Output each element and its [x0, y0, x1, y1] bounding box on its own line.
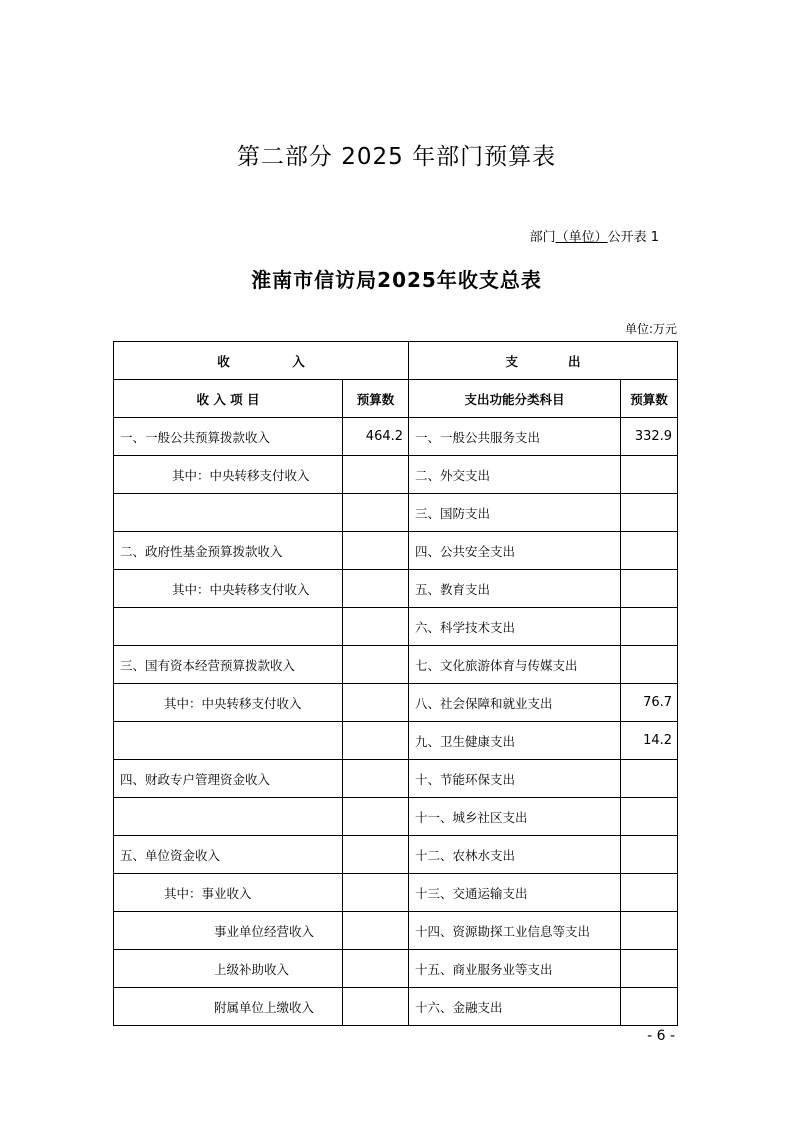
form-number-prefix: 部门: [529, 230, 556, 245]
table-row: [114, 836, 678, 874]
expense-item: 五、教育支出: [409, 570, 621, 608]
income-value: [343, 532, 409, 570]
table-row: [114, 798, 678, 836]
expense-value: [621, 646, 678, 684]
income-item: 二、政府性基金预算拨款收入: [114, 532, 343, 570]
table-row: [114, 950, 678, 988]
income-item: 事业单位经营收入: [114, 912, 343, 950]
table-row: [114, 912, 678, 950]
expense-value: 14.2: [621, 722, 678, 760]
table-row: [114, 722, 678, 760]
expense-item: 八、社会保障和就业支出: [409, 684, 621, 722]
expense-value: 76.7: [621, 684, 678, 722]
income-item-header: 收 入 项 目: [114, 380, 343, 418]
part-title: 第二部分 2025 年部门预算表: [236, 144, 557, 170]
income-value: [343, 874, 409, 912]
income-item: 其中：事业收入: [114, 874, 343, 912]
form-number: [530, 226, 659, 245]
expense-value: [621, 950, 678, 988]
expense-item: 十四、资源勘探工业信息等支出: [409, 912, 621, 950]
expense-item: 一、一般公共服务支出: [409, 418, 621, 456]
expense-value: [621, 912, 678, 950]
income-item: 其中：中央转移支付收入: [114, 684, 343, 722]
income-budget-header: 预算数: [343, 380, 409, 418]
table-row: [114, 646, 678, 684]
income-item: [114, 608, 343, 646]
expense-value: [621, 456, 678, 494]
income-value: [343, 684, 409, 722]
income-item: 其中：中央转移支付收入: [114, 570, 343, 608]
income-value: [343, 836, 409, 874]
expense-value: [621, 798, 678, 836]
income-header: 收 入: [114, 342, 409, 380]
expense-item: 十三、交通运输支出: [409, 874, 621, 912]
income-item: [114, 722, 343, 760]
income-value: [343, 570, 409, 608]
expense-value: [621, 608, 678, 646]
expense-value: [621, 570, 678, 608]
table-row: [114, 608, 678, 646]
table-row: [114, 456, 678, 494]
income-item: 三、国有资本经营预算拨款收入: [114, 646, 343, 684]
expense-value: [621, 532, 678, 570]
form-number-suffix: 公开表 1: [607, 230, 659, 245]
form-number-unit: （单位）: [555, 230, 608, 245]
income-item: [114, 494, 343, 532]
income-value: 464.2: [343, 418, 409, 456]
income-value: [343, 608, 409, 646]
table-row: [114, 418, 678, 456]
table-header-row-2: [114, 380, 678, 418]
table-row: [114, 570, 678, 608]
expense-value: 332.9: [621, 418, 678, 456]
unit-label: 单位:万元: [624, 322, 677, 336]
income-item: 五、单位资金收入: [114, 836, 343, 874]
expense-value: [621, 874, 678, 912]
income-value: [343, 798, 409, 836]
income-item: 一、一般公共预算拨款收入: [114, 418, 343, 456]
expense-value: [621, 494, 678, 532]
income-value: [343, 988, 409, 1026]
expense-item: 十二、农林水支出: [409, 836, 621, 874]
table-row: [114, 684, 678, 722]
income-item: 上级补助收入: [114, 950, 343, 988]
expense-value: [621, 760, 678, 798]
expense-item: 十、节能环保支出: [409, 760, 621, 798]
table-title: 淮南市信访局2025年收支总表: [251, 268, 542, 292]
expense-value: [621, 836, 678, 874]
expense-item: 十六、金融支出: [409, 988, 621, 1026]
expense-header: 支 出: [409, 342, 678, 380]
income-value: [343, 494, 409, 532]
income-value: [343, 950, 409, 988]
income-value: [343, 760, 409, 798]
table-header-row-1: [114, 342, 678, 380]
table-row: [114, 494, 678, 532]
table-row: [114, 988, 678, 1026]
table-row: [114, 874, 678, 912]
income-value: [343, 912, 409, 950]
expense-item: 三、国防支出: [409, 494, 621, 532]
income-value: [343, 722, 409, 760]
expense-item: 九、卫生健康支出: [409, 722, 621, 760]
expense-budget-header: 预算数: [621, 380, 678, 418]
income-value: [343, 456, 409, 494]
expense-item: 四、公共安全支出: [409, 532, 621, 570]
expense-item: 六、科学技术支出: [409, 608, 621, 646]
budget-table: [113, 341, 678, 1026]
expense-value: [621, 988, 678, 1026]
income-item: 其中：中央转移支付收入: [114, 456, 343, 494]
income-item: 附属单位上缴收入: [114, 988, 343, 1026]
expense-item: 二、外交支出: [409, 456, 621, 494]
income-item: 四、财政专户管理资金收入: [114, 760, 343, 798]
expense-item: 十一、城乡社区支出: [409, 798, 621, 836]
income-value: [343, 646, 409, 684]
income-item: [114, 798, 343, 836]
table-row: [114, 760, 678, 798]
expense-item: 十五、商业服务业等支出: [409, 950, 621, 988]
expense-item: 七、文化旅游体育与传媒支出: [409, 646, 621, 684]
page-number: - 6 -: [647, 1028, 675, 1044]
expense-item-header: 支出功能分类科目: [409, 380, 621, 418]
table-row: [114, 532, 678, 570]
